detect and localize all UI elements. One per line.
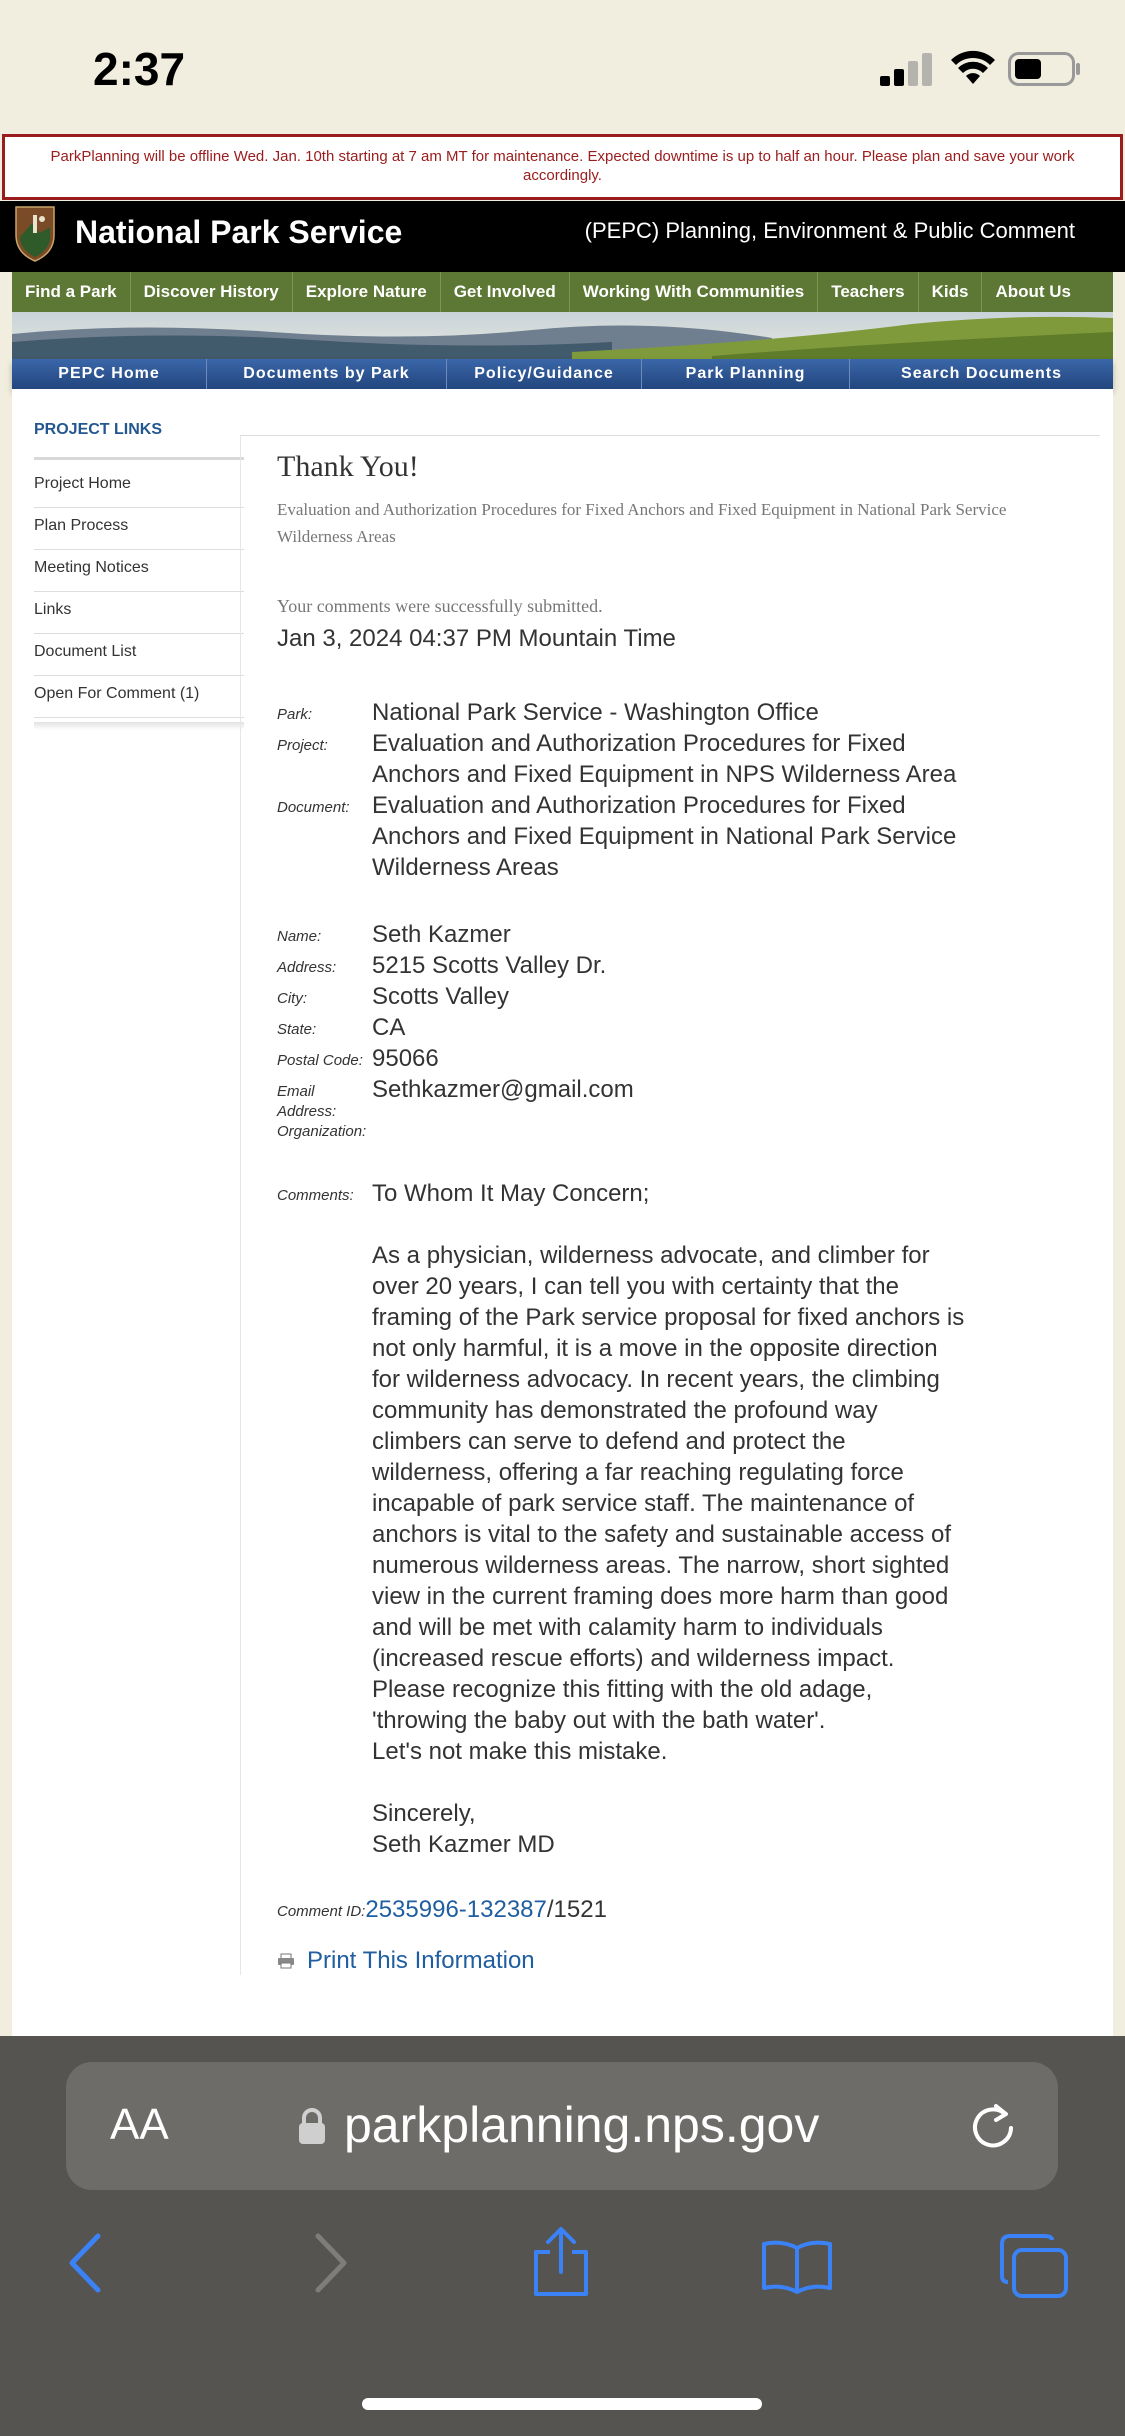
reader-aa-button[interactable]: AA	[110, 2100, 169, 2149]
nps-arrowhead-logo[interactable]	[12, 205, 58, 263]
document-value: Evaluation and Authorization Procedures for Fixed Anchors and Fixed Equipment in National Park Service Wilderness Areas	[372, 792, 957, 881]
organization-row	[277, 1122, 1100, 1142]
print-label[interactable]: Print This Information	[307, 1947, 535, 1974]
park-row	[277, 697, 1100, 728]
sidebar-item-meeting-notices[interactable]: Meeting Notices	[34, 550, 244, 592]
site-name[interactable]: National Park Service	[75, 214, 403, 250]
site-header	[0, 201, 1125, 272]
status-time: 2:37	[93, 43, 186, 95]
comment-id-row	[277, 1894, 1100, 1925]
project-links-sidebar	[34, 421, 244, 730]
subnav-policy-guidance[interactable]: Policy/Guidance	[447, 359, 642, 389]
nav-explore-nature[interactable]: Explore Nature	[293, 272, 441, 312]
document-row	[277, 790, 1100, 883]
project-row	[277, 728, 1100, 790]
subnav-pepc-home[interactable]: PEPC Home	[12, 359, 207, 389]
state-row	[277, 1012, 1100, 1043]
project-value: Evaluation and Authorization Procedures for Fixed Anchors and Fixed Equipment in NPS Wilderness Area	[372, 730, 957, 788]
browser-toolbar	[0, 2036, 1125, 2436]
commenter-info	[277, 919, 1100, 1142]
address-value: 5215 Scotts Valley Dr.	[372, 952, 607, 979]
url-text[interactable]: parkplanning.nps.gov	[344, 2097, 820, 2153]
city-row	[277, 981, 1100, 1012]
subnav-search-documents[interactable]: Search Documents	[901, 365, 1062, 382]
tabs-icon[interactable]	[998, 2234, 1070, 2300]
postal-label: Postal Code:	[277, 1052, 363, 1069]
subnav-park-planning[interactable]: Park Planning	[642, 359, 850, 389]
sidebar-item-document-list[interactable]: Document List	[34, 634, 244, 676]
document-label: Document:	[277, 799, 350, 816]
page-title: Thank You!	[277, 450, 419, 483]
city-value: Scotts Valley	[372, 983, 509, 1010]
project-label: Project:	[277, 737, 328, 754]
landscape-banner-image	[12, 312, 1113, 359]
address-row	[277, 950, 1100, 981]
document-subtitle: Evaluation and Authorization Procedures for Fixed Anchors and Fixed Equipment in National Park Service Wilderness Areas	[277, 500, 1007, 546]
nav-get-involved[interactable]: Get Involved	[441, 272, 570, 312]
nav-discover-history[interactable]: Discover History	[131, 272, 293, 312]
project-info	[277, 697, 1100, 883]
success-message: Your comments were successfully submitted.	[277, 596, 603, 616]
address-bar[interactable]	[66, 2062, 1058, 2190]
name-value: Seth Kazmer	[372, 921, 511, 948]
nav-find-a-park[interactable]: Find a Park	[12, 272, 131, 312]
nav-kids[interactable]: Kids	[919, 272, 983, 312]
postal-row	[277, 1043, 1100, 1074]
main-content	[240, 435, 1100, 1975]
bookmarks-icon[interactable]	[760, 2238, 834, 2294]
address-label: Address:	[277, 959, 337, 976]
sidebar-item-plan-process[interactable]: Plan Process	[34, 508, 244, 550]
top-nav	[12, 272, 1113, 312]
reload-icon[interactable]	[968, 2100, 1018, 2152]
comment-id-suffix: /1521	[546, 1896, 607, 1923]
postal-value: 95066	[372, 1045, 439, 1072]
sidebar-title: PROJECT LINKS	[34, 421, 163, 438]
comment-id-label: Comment ID:	[277, 1903, 366, 1920]
comments-text: To Whom It May Concern; As a physician, wilderness advocate, and climber for over 20 years, I can tell you with certainty that the framing of the Park service proposal for fixed anchors is not only harmful, it is a move in the opposite direction for wilderness advocacy. In recent years, the climbing community has demonstrated the profound way climbers can serve to defend and protect the wilderness, offering a far reaching regulating force incapable of park service staff. The maintenance of anchors is vital to the safety and sustainable access of numerous wilderness areas. The narrow, short sighted view in the current framing does more harm than good and will be met with calamity harm to individuals (increased rescue efforts) and wilderness impact. Please recognize this fitting with the old adage, 'throwing the baby out with the bath water'. Let's not make this mistake. Sincerely, Seth Kazmer MD	[372, 1180, 965, 1858]
sidebar-item-project-home[interactable]: Project Home	[34, 466, 244, 508]
nav-teachers[interactable]: Teachers	[818, 272, 918, 312]
comment-id-link[interactable]: 2535996-132387	[365, 1896, 547, 1923]
organization-label: Organization:	[277, 1123, 367, 1140]
forward-icon[interactable]	[310, 2232, 350, 2294]
battery-icon	[1008, 52, 1082, 86]
back-icon[interactable]	[66, 2232, 106, 2294]
pepc-title[interactable]: (PEPC) Planning, Environment & Public Comment	[584, 218, 1075, 243]
sidebar-item-open-for-comment[interactable]: Open For Comment (1)	[34, 676, 244, 718]
share-icon[interactable]	[530, 2226, 592, 2298]
email-row	[277, 1074, 1100, 1122]
comment-id-value	[365, 1894, 965, 1925]
name-row	[277, 919, 1100, 950]
cellular-signal-icon	[880, 52, 934, 86]
comments-label: Comments:	[277, 1187, 354, 1204]
park-label: Park:	[277, 706, 313, 723]
wifi-icon	[950, 48, 996, 86]
status-bar	[0, 0, 1125, 134]
home-indicator	[362, 2398, 762, 2410]
nav-working-with-communities[interactable]: Working With Communities	[570, 272, 818, 312]
sidebar-divider	[34, 457, 244, 460]
state-value: CA	[372, 1014, 406, 1041]
state-label: State:	[277, 1021, 317, 1038]
submission-date: Jan 3, 2024 04:37 PM Mountain Time	[277, 625, 676, 652]
subnav-documents-by-park[interactable]: Documents by Park	[207, 359, 447, 389]
park-value: National Park Service - Washington Office	[372, 699, 819, 726]
lock-icon	[296, 2106, 328, 2146]
page-body	[12, 389, 1113, 2036]
name-label: Name:	[277, 928, 322, 945]
email-label: Email Address:	[277, 1083, 337, 1120]
maintenance-banner: ParkPlanning will be offline Wed. Jan. 10th starting at 7 am MT for maintenance. Expected downtime is up to half an hour. Please plan and save your work accordingly.	[2, 134, 1123, 200]
city-label: City:	[277, 990, 307, 1007]
sub-nav	[12, 359, 1113, 389]
sidebar-bottom-shadow	[34, 722, 244, 730]
printer-icon	[277, 1953, 295, 1969]
sidebar-item-links[interactable]: Links	[34, 592, 244, 634]
email-value: Sethkazmer@gmail.com	[372, 1076, 634, 1103]
print-link[interactable]	[277, 1947, 1100, 1975]
comments-row	[277, 1178, 1100, 1860]
nav-about-us[interactable]: About Us	[995, 282, 1072, 301]
